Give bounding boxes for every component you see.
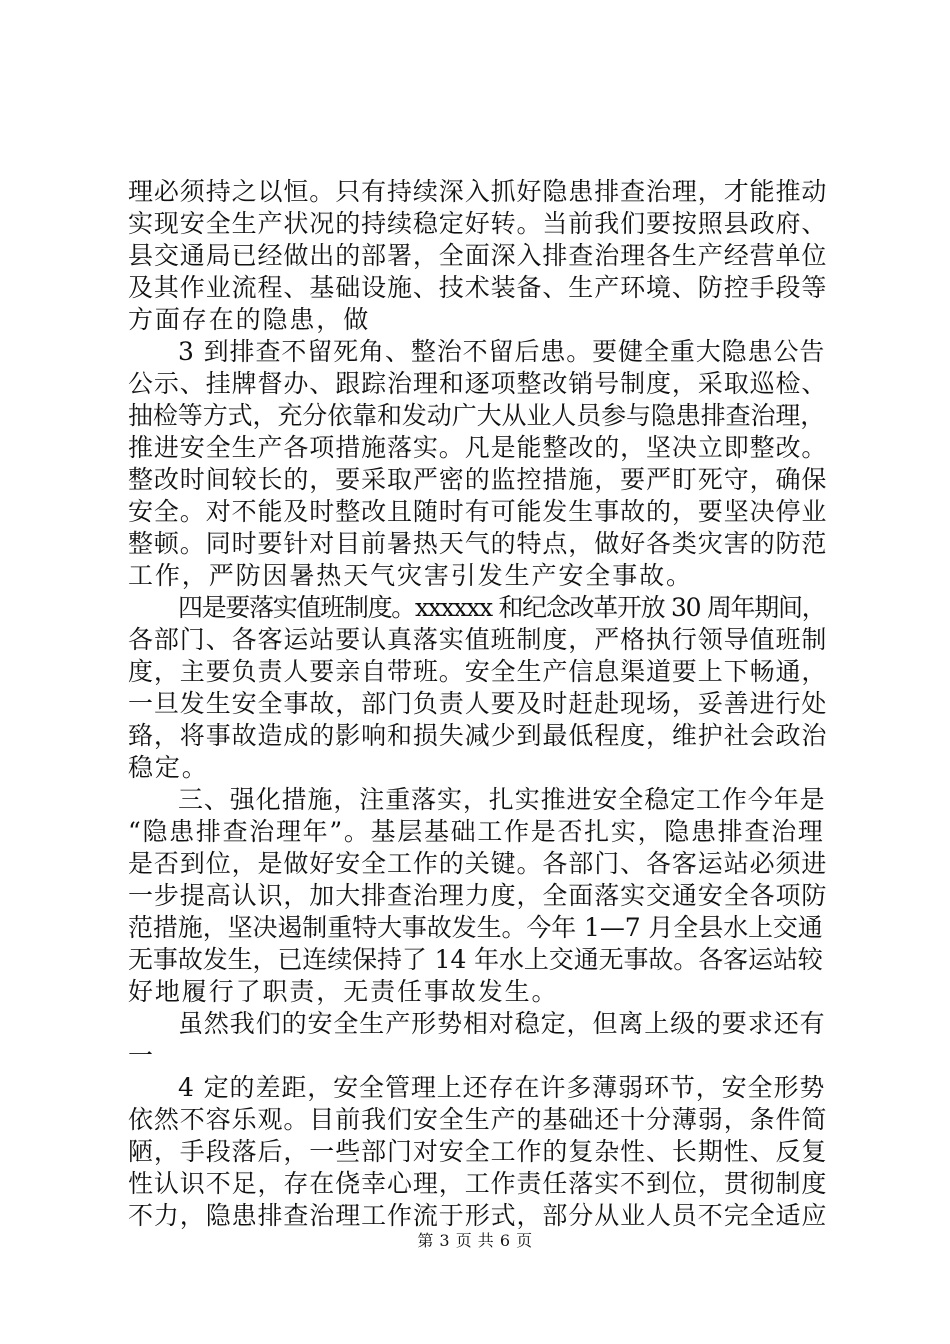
text-line: 三、强化措施，注重落实，扎实推进安全稳定工作今年是 [178,785,826,814]
text-line: 稳定。 [128,753,209,782]
text-line: 臵，将事故造成的影响和损失减少到最低程度，维护社会政治 [128,721,828,750]
text-line: 推进安全生产各项措施落实。凡是能整改的，坚决立即整改。 [128,433,828,462]
document-body [128,176,828,1232]
text-line: 虽然我们的安全生产形势相对稳定，但离上级的要求还有 [178,1009,826,1038]
text-line: 实现安全生产状况的持续稳定好转。当前我们要按照县政府、 [128,209,828,238]
text-line: 整改时间较长的，要采取严密的监控措施，要严盯死守，确保 [128,465,828,494]
page-number-footer: 第 3 页 共 6 页 [417,1231,533,1250]
text-line: 公示、挂牌督办、跟踪治理和逐项整改销号制度，采取巡检、 [128,369,828,398]
text-line: 县交通局已经做出的部署，全面深入排查治理各生产经营单位 [128,241,828,270]
text-line: 是否到位，是做好安全工作的关键。各部门、各客运站必须进 [128,849,828,878]
text-line: 理必须持之以恒。只有持续深入抓好隐患排查治理，才能推动 [128,177,828,206]
text-line: 一步提高认识，加大排查治理力度，全面落实交通安全各项防 [128,881,828,910]
text-line: 度，主要负责人要亲自带班。安全生产信息渠道要上下畅通， [128,657,828,686]
text-line: 好地履行了职责，无责任事故发生。 [128,977,559,1006]
text-line: 一旦发生安全事故，部门负责人要及时赶赴现场，妥善进行处 [128,689,828,718]
text-line: 性认识不足，存在侥幸心理，工作责任落实不到位，贯彻制度 [128,1169,828,1198]
text-line: 抽检等方式，充分依靠和发动广大从业人员参与隐患排查治理， [128,401,826,430]
text-line: 及其作业流程、基础设施、技术装备、生产环境、防控手段等 [128,273,828,302]
text-line: 安全。对不能及时整改且随时有可能发生事故的，要坚决停业 [128,497,828,526]
text-line: 不力，隐患排查治理工作流于形式，部分从业人员不完全适应 [128,1201,828,1230]
text-line: 工作，严防因暑热天气灾害引发生产安全事故。 [128,561,693,590]
text-line: 依然不容乐观。目前我们安全生产的基础还十分薄弱，条件简 [128,1105,828,1134]
text-line: 整顿。同时要针对目前暑热天气的特点，做好各类灾害的防范 [128,529,828,558]
text-line: “隐患排查治理年”。基层基础工作是否扎实，隐患排查治理 [128,817,825,846]
text-line: 无事故发生，已连续保持了 14 年水上交通无事故。各客运站较 [128,945,823,974]
text-line: 范措施，坚决遏制重特大事故发生。今年 1—7 月全县水上交通 [128,913,823,942]
text-line: 陋，手段落后，一些部门对安全工作的复杂性、长期性、反复 [128,1137,828,1166]
text-line: 4 定的差距，安全管理上还存在许多薄弱环节，安全形势 [178,1073,826,1102]
text-line: 一 [128,1041,155,1070]
text-line: 各部门、各客运站要认真落实值班制度，严格执行领导值班制 [128,625,828,654]
text-line: 方面存在的隐患，做 [128,305,371,334]
text-line: 四是要落实值班制度。xxxxxx 和纪念改革开放 30 周年期间， [178,593,826,622]
text-line: 3 到排查不留死角、整治不留后患。要健全重大隐患公告 [178,337,826,366]
